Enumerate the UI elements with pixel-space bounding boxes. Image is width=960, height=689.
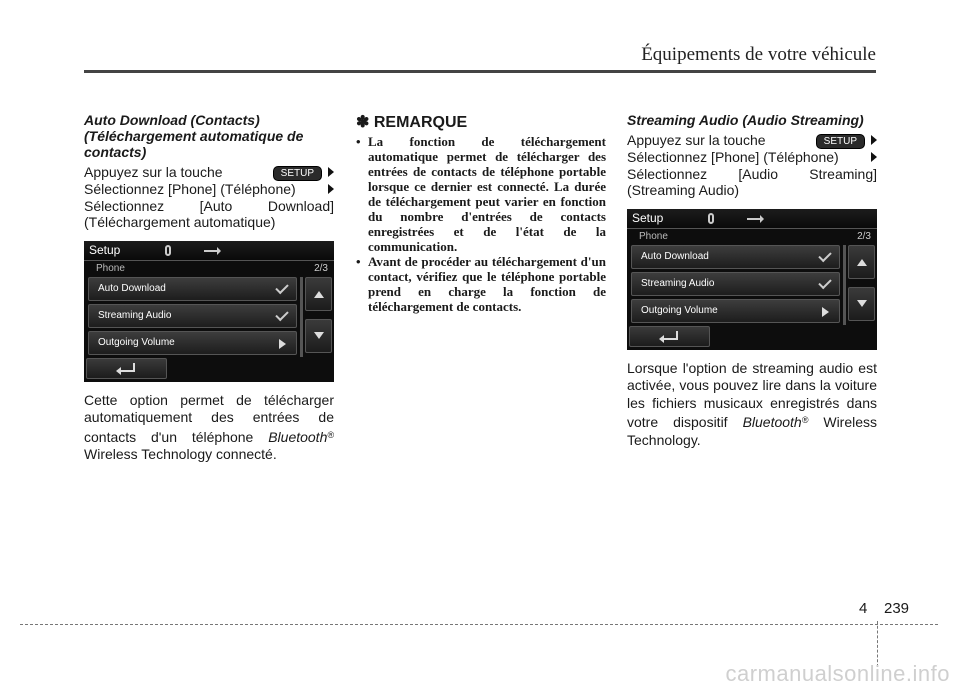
scroll-track xyxy=(300,277,303,357)
scroll-up-icon xyxy=(857,259,867,266)
menu-item-auto-download: Auto Download xyxy=(88,277,297,301)
scroll-up-icon xyxy=(314,291,324,298)
screen-header: Setup xyxy=(84,241,334,261)
scroll-down-icon xyxy=(314,332,324,339)
instructions-streaming-audio: Appuyez sur la touche SETUP Sélectionnez [Phone] (Téléphone) Sélectionnez [Audio Streaming] (Streaming Audio) xyxy=(627,132,877,198)
checkmark-icon xyxy=(818,275,831,288)
arrow-right-icon xyxy=(328,167,334,177)
footer-dashed-rule xyxy=(20,624,938,625)
screen-page-indicator: 2/3 xyxy=(857,230,871,242)
page-number: 239 xyxy=(884,600,910,617)
bluetooth-icon xyxy=(708,213,714,224)
screen-subtitle: Phone xyxy=(639,230,668,242)
back-button xyxy=(86,358,167,379)
header-rule xyxy=(84,70,876,73)
bluetooth-icon xyxy=(165,245,171,256)
setup-screen-image xyxy=(627,209,877,350)
usb-icon xyxy=(747,218,761,220)
instructions-auto-download: Appuyez sur la touche SETUP Sélectionnez [Phone] (Téléphone) Sélectionnez [Auto Download] (Téléchargement automatique) xyxy=(84,164,334,230)
remark-title: ✽ REMARQUE xyxy=(356,114,468,131)
scroll-down-button xyxy=(305,319,332,353)
play-arrow-icon xyxy=(279,339,286,349)
column-remarque xyxy=(356,112,606,314)
checkmark-icon xyxy=(275,280,288,293)
remark-item: • Avant de procéder au téléchargement d'un contact, vérifiez que le téléphone portable prend en charge la fonction de téléchargement de contacts. xyxy=(356,254,606,314)
back-button xyxy=(629,326,710,347)
scroll-down-icon xyxy=(857,300,867,307)
setup-screen-image xyxy=(84,241,334,382)
menu-item-outgoing-volume: Outgoing Volume xyxy=(88,331,297,355)
back-icon xyxy=(119,363,135,372)
column-auto-download xyxy=(84,112,334,464)
scroll-up-button xyxy=(848,245,875,279)
description-streaming-audio: Lorsque l'option de streaming audio est activée, vous pouvez lire dans la voiture les fichiers musicaux enregistrés dans votre dispositif Bluetooth® Wireless Technology. xyxy=(627,359,878,448)
back-icon xyxy=(662,331,678,340)
screen-page-indicator: 2/3 xyxy=(314,262,328,274)
menu-item-streaming-audio: Streaming Audio xyxy=(631,272,840,296)
arrow-right-icon xyxy=(871,152,877,162)
menu-item-streaming-audio: Streaming Audio xyxy=(88,304,297,328)
checkmark-icon xyxy=(275,307,288,320)
screen-header: Setup xyxy=(627,209,877,229)
menu-item-outgoing-volume: Outgoing Volume xyxy=(631,299,840,323)
description-auto-download: Cette option permet de télécharger automatiquement des entrées de contacts d'un téléphone Bluetooth® Wireless Technology connecté. xyxy=(84,391,335,462)
watermark: carmanualsonline.info xyxy=(725,661,950,686)
arrow-right-icon xyxy=(328,184,334,194)
screen-subtitle: Phone xyxy=(96,262,125,274)
scroll-up-button xyxy=(305,277,332,311)
menu-item-auto-download: Auto Download xyxy=(631,245,840,269)
page-header-title: Équipements de votre véhicule xyxy=(641,44,876,65)
remark-list xyxy=(356,134,606,314)
setup-key: SETUP xyxy=(273,166,322,181)
chapter-number: 4 xyxy=(859,600,868,617)
scroll-track xyxy=(843,245,846,325)
scroll-down-button xyxy=(848,287,875,321)
usb-icon xyxy=(204,250,218,252)
column-streaming-audio xyxy=(627,112,877,449)
play-arrow-icon xyxy=(822,307,829,317)
section-title-auto-download: Auto Download (Contacts) (Téléchargement automatique de contacts) xyxy=(84,112,304,160)
section-title-streaming-audio: Streaming Audio (Audio Streaming) xyxy=(627,112,864,128)
arrow-right-icon xyxy=(871,135,877,145)
remark-item: • La fonction de téléchargement automatique permet de télécharger des entrées de contacts de téléphone portable lorsque ce dernier est connecté. La durée de téléchargement peut varier en fonction du nombre d'entrées de contacts enregistrées et de l'état de la communication. xyxy=(356,134,606,254)
setup-key: SETUP xyxy=(816,134,865,149)
checkmark-icon xyxy=(818,248,831,261)
